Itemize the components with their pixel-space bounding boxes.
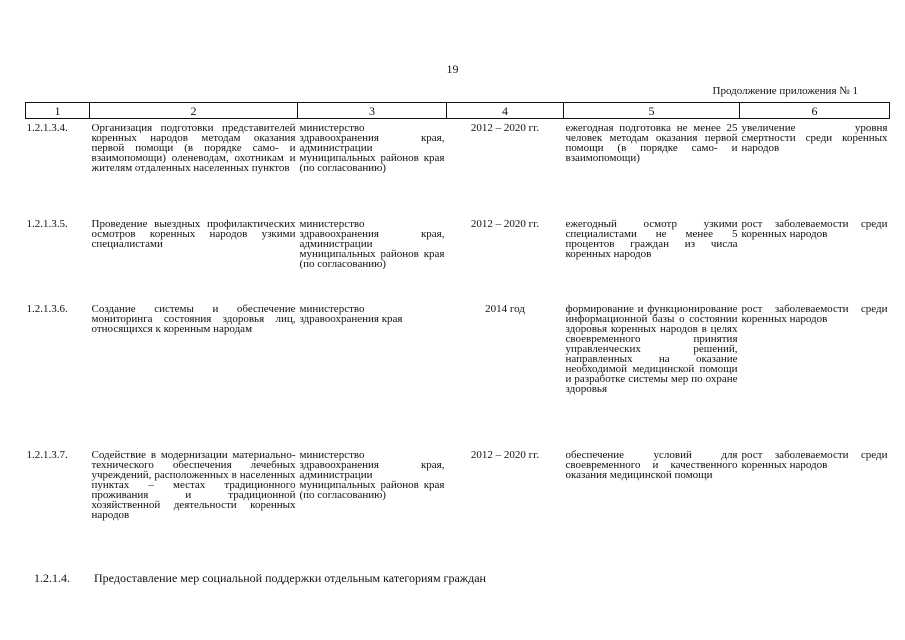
column-header: 2 xyxy=(90,103,298,119)
column-header: 5 xyxy=(564,103,740,119)
table-row xyxy=(26,450,890,555)
result-cell: формирование и функционирование информационной базы о состоянии здоровья коренных народов в целях своевременного принятия управленческих решений, направленных на оказание необходимой медицинской помощи и разработке системы мер по охране здоровья xyxy=(565,302,738,395)
column-header: 3 xyxy=(298,103,447,119)
row-number: 1.2.1.3.5. xyxy=(26,217,68,230)
result-cell: ежегодная подготовка не менее 25 человек методам оказания первой помощи (в порядке само- и взаимопомощи) xyxy=(565,122,738,164)
executor-cell: министерство здравоохранения края, администрации муниципальных районов края (по согласованию) xyxy=(299,448,445,501)
row-number: 1.2.1.3.4. xyxy=(26,122,68,134)
table-row xyxy=(26,219,890,304)
continuation-note: Продолжение приложения № 1 xyxy=(712,85,858,97)
table-header-row xyxy=(26,103,890,119)
indicator-cell: рост заболеваемости среди коренных народов xyxy=(741,448,888,471)
section-item xyxy=(34,571,874,586)
row-number: 1.2.1.3.7. xyxy=(26,448,68,461)
indicator-cell: увеличение уровня смертности среди коренных народов xyxy=(741,122,888,154)
measure-cell: Проведение выездных профилактических осмотров коренных народов узкими специалистами xyxy=(91,217,296,250)
executor-cell: министерство здравоохранения края, администрации муниципальных районов края (по согласованию) xyxy=(299,217,445,270)
measure-cell: Организация подготовки представителей коренных народов методам оказания первой помощи (в порядке само- и взаимопомощи) оленеводам, охотникам и жителям отдаленных населенных пунктов xyxy=(91,122,296,174)
measure-cell: Создание системы и обеспечение мониторинга состояния здоровья лиц, относящихся к коренным народам xyxy=(91,302,296,335)
executor-cell: министерство здравоохранения края, администрации муниципальных районов края (по согласованию) xyxy=(299,122,445,174)
indicator-cell: рост заболеваемости среди коренных народов xyxy=(741,217,888,240)
measure-cell: Содействие в модернизации материально-технического обеспечения лечебных учреждений, расположенных в населенных пунктах – местах традиционного проживания и традиционной хозяйственной деятельности коренных народов xyxy=(91,448,296,521)
measures-table xyxy=(25,102,890,555)
column-header: 4 xyxy=(447,103,564,119)
period-cell: 2012 – 2020 гг. xyxy=(470,122,540,134)
table-row xyxy=(26,119,890,219)
indicator-cell: рост заболеваемости среди коренных народов xyxy=(741,302,888,325)
executor-cell: министерство здравоохранения края xyxy=(299,302,403,325)
row-number: 1.2.1.3.6. xyxy=(26,302,68,315)
table-row xyxy=(26,304,890,450)
page-number: 19 xyxy=(446,62,459,76)
section-item-title: Предоставление мер социальной поддержки отдельным категориям граждан xyxy=(94,571,486,585)
period-cell: 2012 – 2020 гг. xyxy=(470,448,540,461)
period-cell: 2012 – 2020 гг. xyxy=(470,217,540,230)
period-cell: 2014 год xyxy=(485,302,525,315)
section-item-number: 1.2.1.4. xyxy=(34,571,70,585)
column-header: 1 xyxy=(26,103,90,119)
column-header: 6 xyxy=(740,103,890,119)
result-cell: обеспечение условий для своевременного и качественного оказания медицинской помощи xyxy=(565,448,738,481)
result-cell: ежегодный осмотр узкими специалистами не менее 5 процентов граждан из числа коренных народов xyxy=(565,217,738,260)
